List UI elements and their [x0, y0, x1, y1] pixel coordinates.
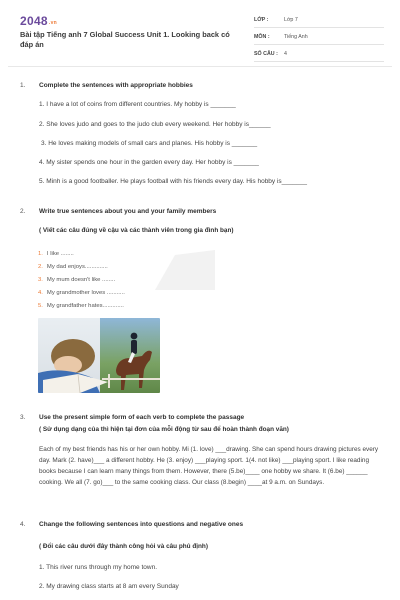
item-number: 2. — [38, 264, 43, 270]
hobbies-illustration — [38, 318, 160, 393]
q1-sentence-2: 2. She loves judo and goes to the judo club every weekend. Her hobby is______ — [39, 121, 271, 128]
q2-item-5 — [38, 303, 124, 309]
q1-sentence-4: 4. My sister spends one hour in the garden every day. Her hobby is _______ — [39, 159, 259, 166]
meta-label: LỚP : — [254, 17, 269, 23]
page-header — [0, 0, 400, 62]
question-subtitle: ( Sử dụng dạng của thì hiện tại đơn của mỗi động từ sau để hoàn thành đoạn văn) — [39, 426, 289, 433]
question-subtitle: ( Đổi các câu dưới đây thành công hỏi và câu phủ định) — [39, 543, 208, 550]
meta-label: SỐ CÂU : — [254, 51, 278, 57]
item-text: I like ........ — [46, 251, 74, 257]
question-number: 1. — [20, 82, 26, 89]
item-text: My mum doesn't like ........ — [46, 277, 116, 283]
item-number: 5. — [38, 303, 43, 309]
document-title: Bài tập Tiếng anh 7 Global Success Unit 1. Looking back có đáp án — [20, 30, 230, 49]
q2-item-4 — [38, 290, 125, 296]
meta-label: MÔN : — [254, 34, 270, 40]
item-text: My grandfather hates............. — [46, 303, 124, 309]
meta-value: 4 — [284, 51, 287, 57]
item-number: 3. — [38, 277, 43, 283]
q1-sentence-1: 1. I have a lot of coins from different countries. My hobby is _______ — [39, 101, 236, 108]
item-number: 4. — [38, 290, 43, 296]
q1-sentence-5: 5. Minh is a good footballer. He plays football with his friends every day. His hobby is_______ — [39, 178, 307, 185]
meta-value: Lớp 7 — [284, 17, 298, 23]
meta-row-subject — [254, 30, 384, 45]
q1-sentence-3: 3. He loves making models of small cars and planes. His hobby is _______ — [41, 140, 258, 147]
item-text: My dad enjoys.............. — [46, 264, 108, 270]
hobbies-illustration-graphic — [38, 318, 160, 393]
q2-item-2 — [38, 264, 108, 270]
question-title: Complete the sentences with appropriate hobbies — [39, 82, 193, 89]
q4-sentence-1: 1. This river runs through my home town. — [39, 564, 158, 571]
question-number: 3. — [20, 414, 26, 421]
meta-value: Tiếng Anh — [284, 34, 308, 40]
logo-main: 2048 — [20, 14, 48, 28]
question-title: Change the following sentences into questions and negative ones — [39, 521, 244, 528]
question-title: Use the present simple form of each verb to complete the passage — [39, 414, 245, 421]
meta-row-class — [254, 13, 384, 28]
site-logo[interactable] — [20, 14, 57, 28]
q2-item-3 — [38, 277, 115, 283]
logo-suffix: .vn — [48, 20, 58, 26]
item-number: 1. — [38, 251, 43, 257]
document-meta — [254, 13, 384, 64]
question-number: 2. — [20, 208, 26, 215]
q2-item-1 — [38, 251, 74, 257]
question-title: Write true sentences about you and your family members — [39, 208, 217, 215]
header-divider — [8, 66, 392, 67]
decorative-faded-image — [155, 250, 215, 290]
item-text: My grandmother loves ........... — [46, 290, 125, 296]
question-subtitle: ( Viết các câu đúng về cậu và các thành viên trong gia đình bạn) — [39, 227, 234, 234]
meta-row-count — [254, 47, 384, 62]
question-number: 4. — [20, 521, 26, 528]
q3-passage: Each of my best friends has his or her own hobby. Mi (1. love) ___drawing. She can spend hours drawing pictures every day. Mark (2. have)___ a different hobby. He (3. enjoy) ___playing sport. 1(4. not like) ___playing sport. I like reading books because I can learn many things from them. However, there (5.be)____ one hobby we share. It (6.be) ______ cooking. We all (7. go)___ to the same cooking class. Our class (8.begin) ____at 9 a.m. on Sundays. — [39, 446, 379, 486]
q4-sentence-2: 2. My drawing class starts at 8 am every Sunday — [39, 583, 179, 590]
